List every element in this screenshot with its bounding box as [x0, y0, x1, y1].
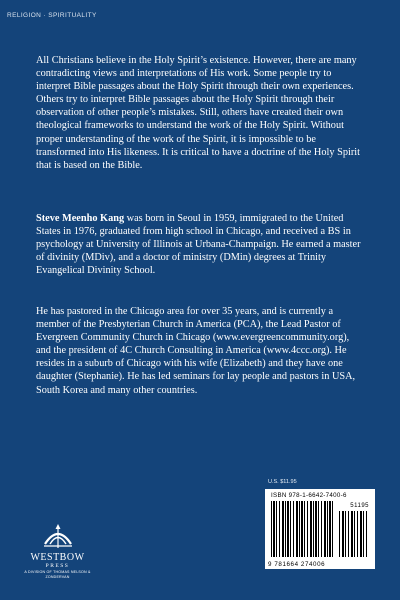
category-label: RELIGION · SPIRITUALITY: [7, 12, 97, 19]
isbn-text: ISBN 978-1-6642-7400-6: [271, 492, 347, 499]
ean-number: 9 781664 274006: [268, 561, 326, 568]
author-bio: [36, 212, 366, 277]
book-blurb: All Christians believe in the Holy Spirit’s existence. However, there are many contradicting views and interpretations of His work. Some people try to interpret Bible passages about the Holy Spirit through their own experiences. Others try to interpret Bible passages about the Holy Spirit through their observation of other people’s mistakes. Still, others have created their own theological frameworks to understand the work of the Holy Spirit. Without proper understanding of the work of the Spirit, it is impossible to be transformed into His likeness. It is critical to have a doctrine of the Holy Spirit that is based on the Bible.: [36, 55, 360, 171]
author-name: Steve Meenho Kang: [36, 213, 125, 224]
publisher-brand: WESTBOW: [30, 552, 85, 563]
publisher-logo: [15, 522, 100, 588]
publisher-division: A DIVISION OF THOMAS NELSON & ZONDERVAN: [24, 570, 91, 579]
price-code: 51195: [350, 503, 369, 509]
westbow-emblem-icon: [41, 522, 75, 552]
author-ministry-paragraph: He has pastored in the Chicago area for over 35 years, and is currently a member of the Presbyterian Church in America (PCA), the Lead Pastor of Evergreen Community Church in Chicago (www.evergreencommunity.org), and the president of 4C Church Consulting in America (www.4ccc.org). He resides in a suburb of Chicago with his wife (Elizabeth) and they have one daughter (Stephanie). He has led seminars for lay people and pastors in USA, South Korea and many other countries.: [36, 306, 356, 396]
author-bio-text: was born in Seoul in 1959, immigrated to the United States in 1976, graduated from high school in Chicago, and received a BS in psychology at University of Illinois at Urbana-Champaign. He earned a master of divinity (MDiv), and a doctor of ministry (DMin) degrees at Trinity Evangelical Divinity School.: [36, 213, 361, 277]
barcode: [265, 489, 375, 569]
publisher-press: PRESS: [45, 563, 70, 569]
ean-bars: [271, 501, 333, 557]
addon-bars: [339, 511, 369, 557]
price-label: U.S. $11.95: [268, 479, 297, 485]
